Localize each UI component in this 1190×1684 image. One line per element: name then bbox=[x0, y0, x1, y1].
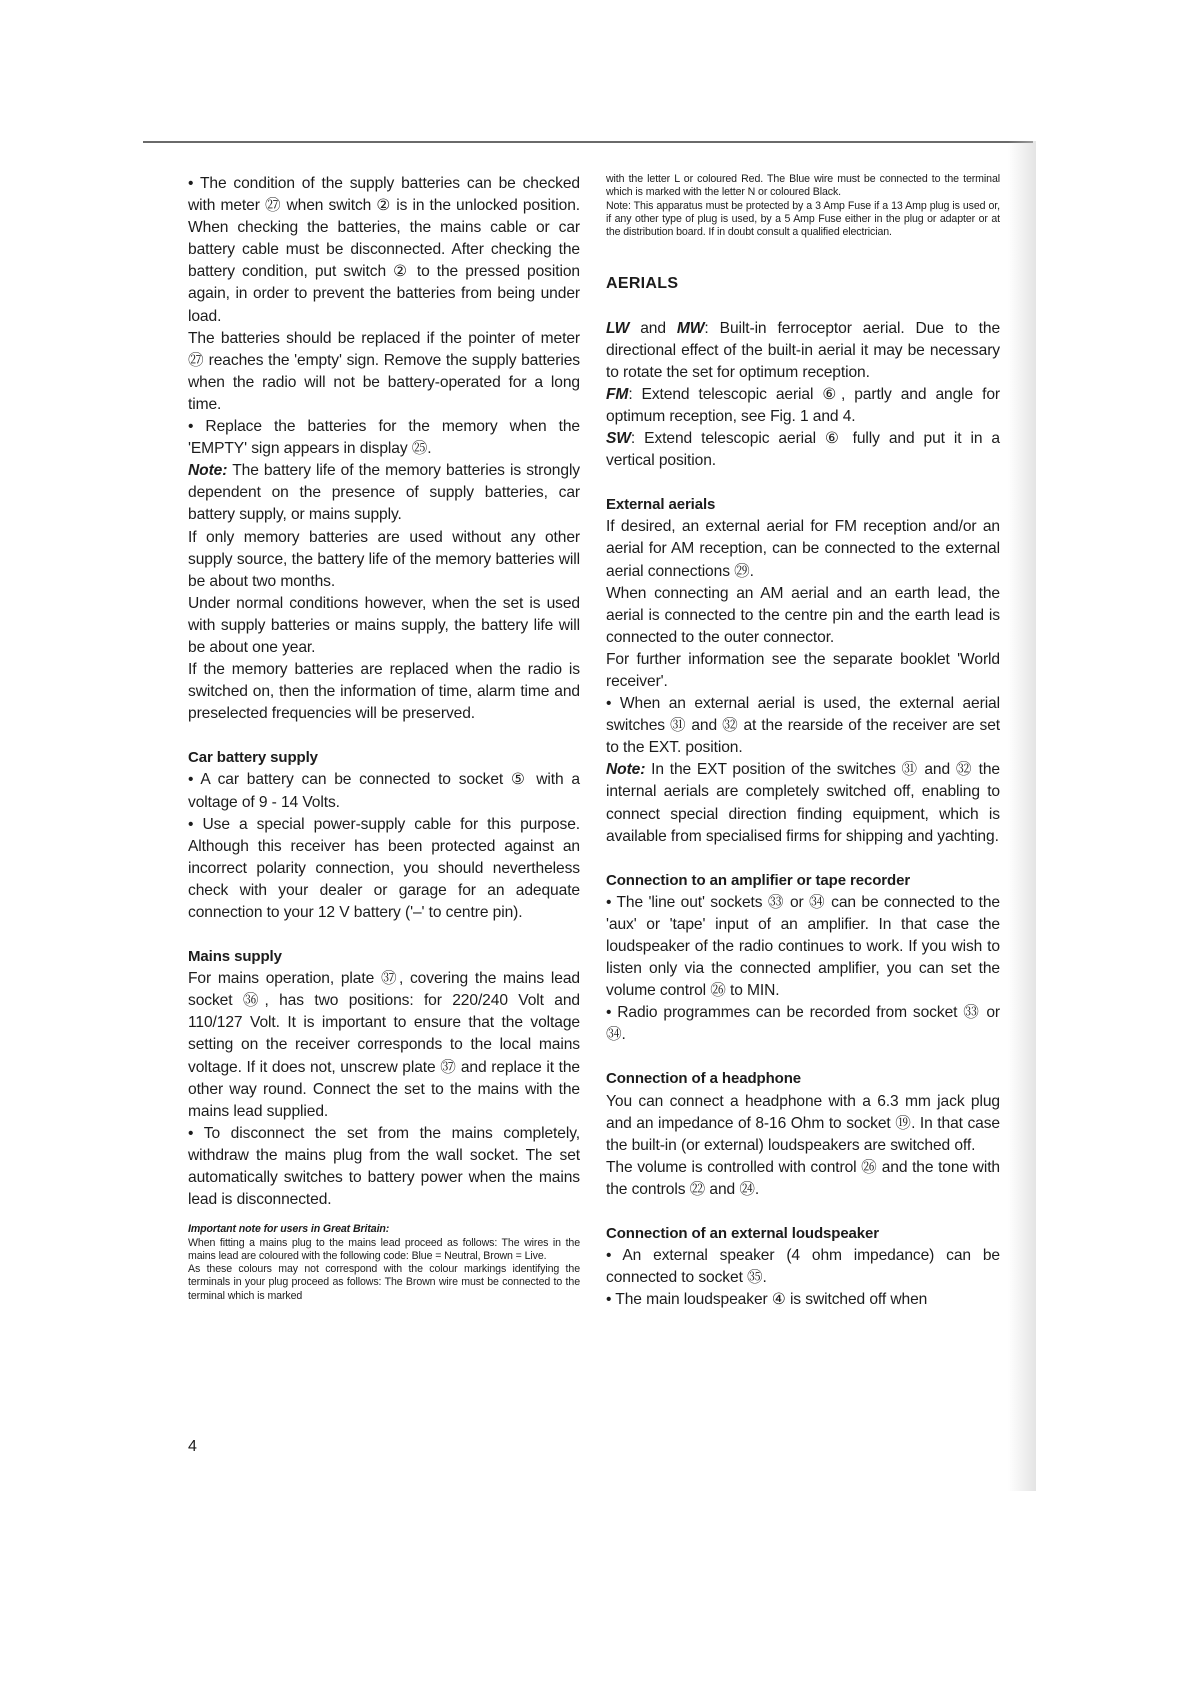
gb-note-block bbox=[188, 1223, 580, 1303]
headphone-heading: Connection of a headphone bbox=[606, 1070, 801, 1088]
memory-note-paragraph bbox=[188, 460, 580, 526]
amp-paragraph-2: • Radio programmes can be recorded from socket ㉝ or ㉞. bbox=[606, 1004, 1000, 1044]
right-column bbox=[606, 173, 1000, 1311]
page-edge-shadow bbox=[1008, 141, 1036, 1491]
amp-paragraph-1: • The 'line out' sockets ㉝ or ㉞ can be connected to the 'aux' or 'tape' input of an amplifier. In that case the loudspeaker of the radio continues to work. If you wish to listen only via the connected amplifier, you can set the volume control ㉖ to MIN. bbox=[606, 893, 1000, 1000]
gb-note-line1: When fitting a mains plug to the mains lead proceed as follows: The wires in the mains lead are coloured with the following code: Blue = Neutral, Brown = Live. bbox=[188, 1236, 580, 1262]
gb-note-heading: Important note for users in Great Britain: bbox=[188, 1223, 390, 1236]
and-word: and bbox=[640, 319, 666, 337]
fm-text: : Extend telescopic aerial ⑥, partly and angle for optimum reception, see Fig. 1 and 4. bbox=[606, 385, 1000, 425]
normal-conditions-paragraph: Under normal conditions however, when the set is used with supply batteries or mains supply, the battery life will be about one year. bbox=[188, 594, 580, 656]
ext-paragraph-1: If desired, an external aerial for FM reception and/or an aerial for AM reception, can be connected to the external aerial connections ㉙. bbox=[606, 518, 1000, 580]
battery-condition-paragraph: • The condition of the supply batteries can be checked with meter ㉗ when switch ② is in the unlocked position. When checking the batteries, the mains cable or car battery cable must be disconnected. After checking the battery condition, put switch ② to the pressed position again, in order to prevent the batteries from being under load. bbox=[188, 175, 580, 325]
gb-note-continued bbox=[606, 173, 1000, 239]
top-rule bbox=[143, 141, 1033, 143]
ext-note-paragraph bbox=[606, 759, 1000, 847]
mains-supply-heading: Mains supply bbox=[188, 948, 282, 966]
gb-cont-paragraph: with the letter L or coloured Red. The Blue wire must be connected to the terminal which is marked with the letter N or coloured Black. bbox=[606, 173, 1000, 199]
ext-note-text: In the EXT position of the switches ㉛ and ㉜ the internal aerials are completely switched off, enabling to connect special direction finding equipment, which is available from specialised firms for shipping and yachting. bbox=[606, 761, 1001, 845]
hp-paragraph-1: You can connect a headphone with a 6.3 mm jack plug and an impedance of 8-16 Ohm to socket ⑲. In that case the built-in (or external) loudspeakers are switched off. bbox=[606, 1092, 1000, 1154]
car-socket-paragraph: • A car battery can be connected to socket ⑤ with a voltage of 9 - 14 Volts. bbox=[188, 771, 580, 811]
note-label: Note: bbox=[606, 761, 646, 779]
sw-label: SW bbox=[606, 430, 631, 448]
ext-paragraph-4: • When an external aerial is used, the external aerial switches ㉛ and ㉜ at the rearside of the receiver are set to the EXT. position. bbox=[606, 695, 1000, 757]
lw-mw-text: : Built-in ferroceptor aerial. Due to the directional effect of the built-in aerial it may be necessary to rotate the set for optimum reception. bbox=[606, 319, 1001, 381]
ext-paragraph-3: For further information see the separate booklet 'World receiver'. bbox=[606, 650, 1000, 690]
fm-paragraph bbox=[606, 384, 1000, 428]
sw-paragraph bbox=[606, 428, 1000, 472]
lw-mw-paragraph bbox=[606, 318, 1000, 384]
page-number: 4 bbox=[188, 1438, 197, 1455]
only-memory-paragraph: If only memory batteries are used without any other supply source, the battery life of the memory batteries will be about two months. bbox=[188, 528, 580, 590]
left-column bbox=[188, 173, 580, 1303]
aerials-heading: AERIALS bbox=[606, 275, 679, 293]
memory-note-text: The battery life of the memory batteries is strongly dependent on the presence of supply batteries, car battery supply, or mains supply. bbox=[188, 462, 581, 524]
amplifier-heading: Connection to an amplifier or tape recorder bbox=[606, 871, 911, 889]
mw-label: MW bbox=[676, 319, 705, 337]
note-label: Note: bbox=[188, 462, 228, 480]
loudspeaker-heading: Connection of an external loudspeaker bbox=[606, 1225, 880, 1243]
car-battery-heading: Car battery supply bbox=[188, 749, 318, 767]
lw-label: LW bbox=[606, 319, 630, 337]
gb-note-line2: As these colours may not correspond with the colour markings identifying the terminals in your plug proceed as follows: The Brown wire must be connected to the terminal which is marked bbox=[188, 1263, 580, 1302]
gb-fuse-note: Note: This apparatus must be protected by a 3 Amp Fuse if a 13 Amp plug is used or, if any other type of plug is used, by a 5 Amp Fuse either in the plug or adapter or at the distribution board. If in doubt consult a qualified electrician. bbox=[606, 199, 1000, 239]
mains-paragraph: For mains operation, plate ㊲, covering the mains lead socket ㊱, has two positions: for 220/240 Volt and 110/127 Volt. It is important to ensure that the voltage setting on the receiver corresponds to the local mains voltage. If it does not, unscrew plate ㊲ and replace it the other way round. Connect the set to the mains with the mains lead supplied. bbox=[188, 970, 580, 1120]
mains-disconnect-paragraph: • To disconnect the set from the mains completely, withdraw the mains plug from the wall socket. The set automatically switches to battery power when the mains lead is disconnected. bbox=[188, 1124, 580, 1209]
hp-paragraph-2: The volume is controlled with control ㉖ and the tone with the controls ㉒ and ㉔. bbox=[606, 1158, 1000, 1198]
fm-label: FM bbox=[606, 385, 629, 403]
car-cable-paragraph: • Use a special power-supply cable for this purpose. Although this receiver has been protected against an incorrect polarity connection, you should nevertheless check with your dealer or garage for an adequate connection to your 12 V battery ('–' to centre pin). bbox=[188, 815, 580, 921]
sw-text: : Extend telescopic aerial ⑥ fully and put it in a vertical position. bbox=[606, 430, 1000, 470]
battery-replace-paragraph: The batteries should be replaced if the pointer of meter ㉗ reaches the 'empty' sign. Remove the supply batteries when the radio will not be battery-operated for a long time. bbox=[188, 329, 580, 413]
external-aerials-heading: External aerials bbox=[606, 496, 716, 514]
spk-paragraph-2: • The main loudspeaker ④ is switched off when bbox=[606, 1291, 928, 1309]
ext-paragraph-2: When connecting an AM aerial and an earth lead, the aerial is connected to the centre pin and the earth lead is connected to the outer connector. bbox=[606, 584, 1000, 646]
replaced-on-paragraph: If the memory batteries are replaced when the radio is switched on, then the information of time, alarm time and preselected frequencies will be preserved. bbox=[188, 661, 580, 723]
memory-replace-paragraph: • Replace the batteries for the memory when the 'EMPTY' sign appears in display ㉕. bbox=[188, 418, 580, 458]
spk-paragraph-1: • An external speaker (4 ohm impedance) can be connected to socket ㉟. bbox=[606, 1247, 1000, 1287]
